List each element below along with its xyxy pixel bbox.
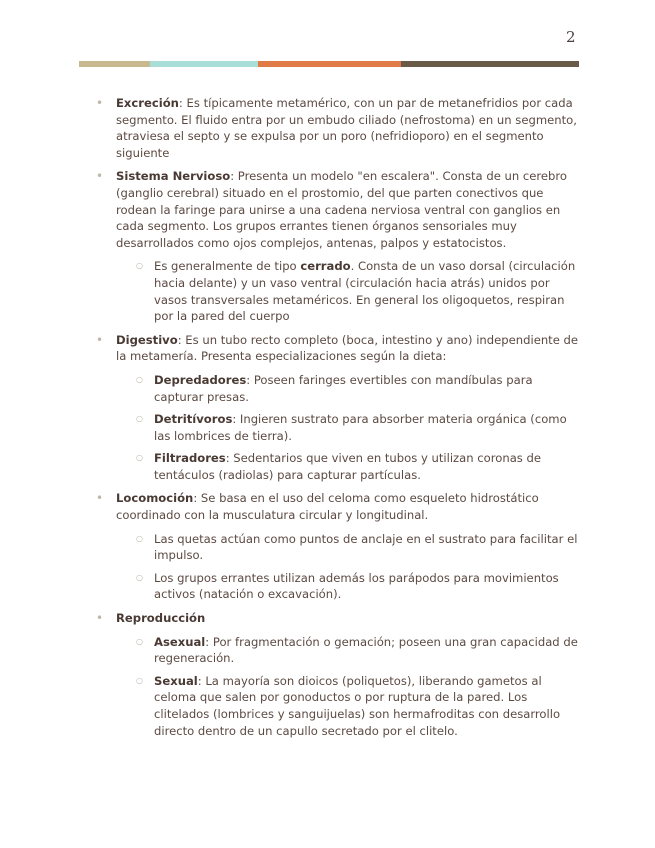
sublist <box>116 372 583 484</box>
list-item-sistema-nervioso: • Sistema Nervioso: Presenta un modelo "en escalera". Consta de un cerebro (ganglio cerebral) situado en el prostomio, del que parten conectivos que rodean la faringe para unirse a una cadena nerviosa ventral con ganglios en cada segmento. Los grupos errantes tienen órganos sensoriales muy desarrollados como ojos complejos, antenas, palpos y estatocistos. ○ Es generalmente de tipo cerrado. Consta de un vaso dorsal (circulación hacia delante) y un vaso ventral (circulación hacia atrás) unidos por vasos transversales metaméricos. En general los oligoquetos, respiran por la pared del cuerpo <box>96 168 583 324</box>
header-color-rule <box>79 61 579 67</box>
document-body <box>96 95 583 746</box>
rule-segment <box>401 61 579 67</box>
sublist <box>116 258 583 324</box>
sub-item: ○ Depredadores: Poseen faringes evertibles con mandíbulas para capturar presas. <box>136 372 583 405</box>
sub-item: ○ Asexual: Por fragmentación o gemación; poseen una gran capacidad de regeneración. <box>136 634 583 667</box>
sub-item: ○ Detritívoros: Ingieren sustrato para absorber materia orgánica (como las lombrices de tierra). <box>136 411 583 444</box>
sub-item: ○ Sexual: La mayoría son dioicos (poliquetos), liberando gametos al celoma que salen por gonoductos o por ruptura de la pared. Los clitelados (lombrices y sanguijuelas) son hermafroditas con desarrollo directo dentro de un capullo secretado por el clitelo. <box>136 673 583 739</box>
sublist <box>116 531 583 603</box>
sub-item: ○ Las quetas actúan como puntos de anclaje en el sustrato para facilitar el impulso. <box>136 531 583 564</box>
rule-segment <box>150 61 258 67</box>
topic-list <box>96 95 583 739</box>
rule-segment <box>79 61 150 67</box>
rule-segment <box>258 61 401 67</box>
list-item-digestivo: • Digestivo: Es un tubo recto completo (boca, intestino y ano) independiente de la metamería. Presenta especializaciones según la dieta: ○ Depredadores: Poseen faringes evertibles con mandíbulas para capturar presas. ○ Detritívoros: Ingieren sustrato para absorber materia orgánica (como las lombrices de tierra). ○ Filtradores: Sedentarios que viven en tubos y utilizan coronas de tentáculos (radiolas) para capturar partículas. <box>96 332 583 484</box>
list-item-reproduccion: • Reproducción ○ Asexual: Por fragmentación o gemación; poseen una gran capacidad de regeneración. ○ Sexual: La mayoría son dioicos (poliquetos), liberando gametos al celoma que salen por gonoductos o por ruptura de la pared. Los clitelados (lombrices y sanguijuelas) son hermafroditas con desarrollo directo dentro de un capullo secretado por el clitelo. <box>96 610 583 739</box>
list-item-excrecion: • Excreción: Es típicamente metamérico, con un par de metanefridios por cada segmento. El fluido entra por un embudo ciliado (nefrostoma) en un segmento, atraviesa el septo y se expulsa por un poro (nefridioporo) en el segmento siguiente <box>96 95 583 161</box>
sub-item: ○ Es generalmente de tipo cerrado. Consta de un vaso dorsal (circulación hacia delante) y un vaso ventral (circulación hacia atrás) unidos por vasos transversales metaméricos. En general los oligoquetos, respiran por la pared del cuerpo <box>136 258 583 324</box>
list-item-locomocion: • Locomoción: Se basa en el uso del celoma como esqueleto hidrostático coordinado con la musculatura circular y longitudinal. ○ Las quetas actúan como puntos de anclaje en el sustrato para facilitar el impulso. ○ Los grupos errantes utilizan además los parápodos para movimientos activos (natación o excavación). <box>96 490 583 603</box>
sub-item: ○ Filtradores: Sedentarios que viven en tubos y utilizan coronas de tentáculos (radiolas) para capturar partículas. <box>136 450 583 483</box>
sublist <box>116 634 583 740</box>
page-number: 2 <box>566 28 576 46</box>
sub-item: ○ Los grupos errantes utilizan además los parápodos para movimientos activos (natación o excavación). <box>136 570 583 603</box>
